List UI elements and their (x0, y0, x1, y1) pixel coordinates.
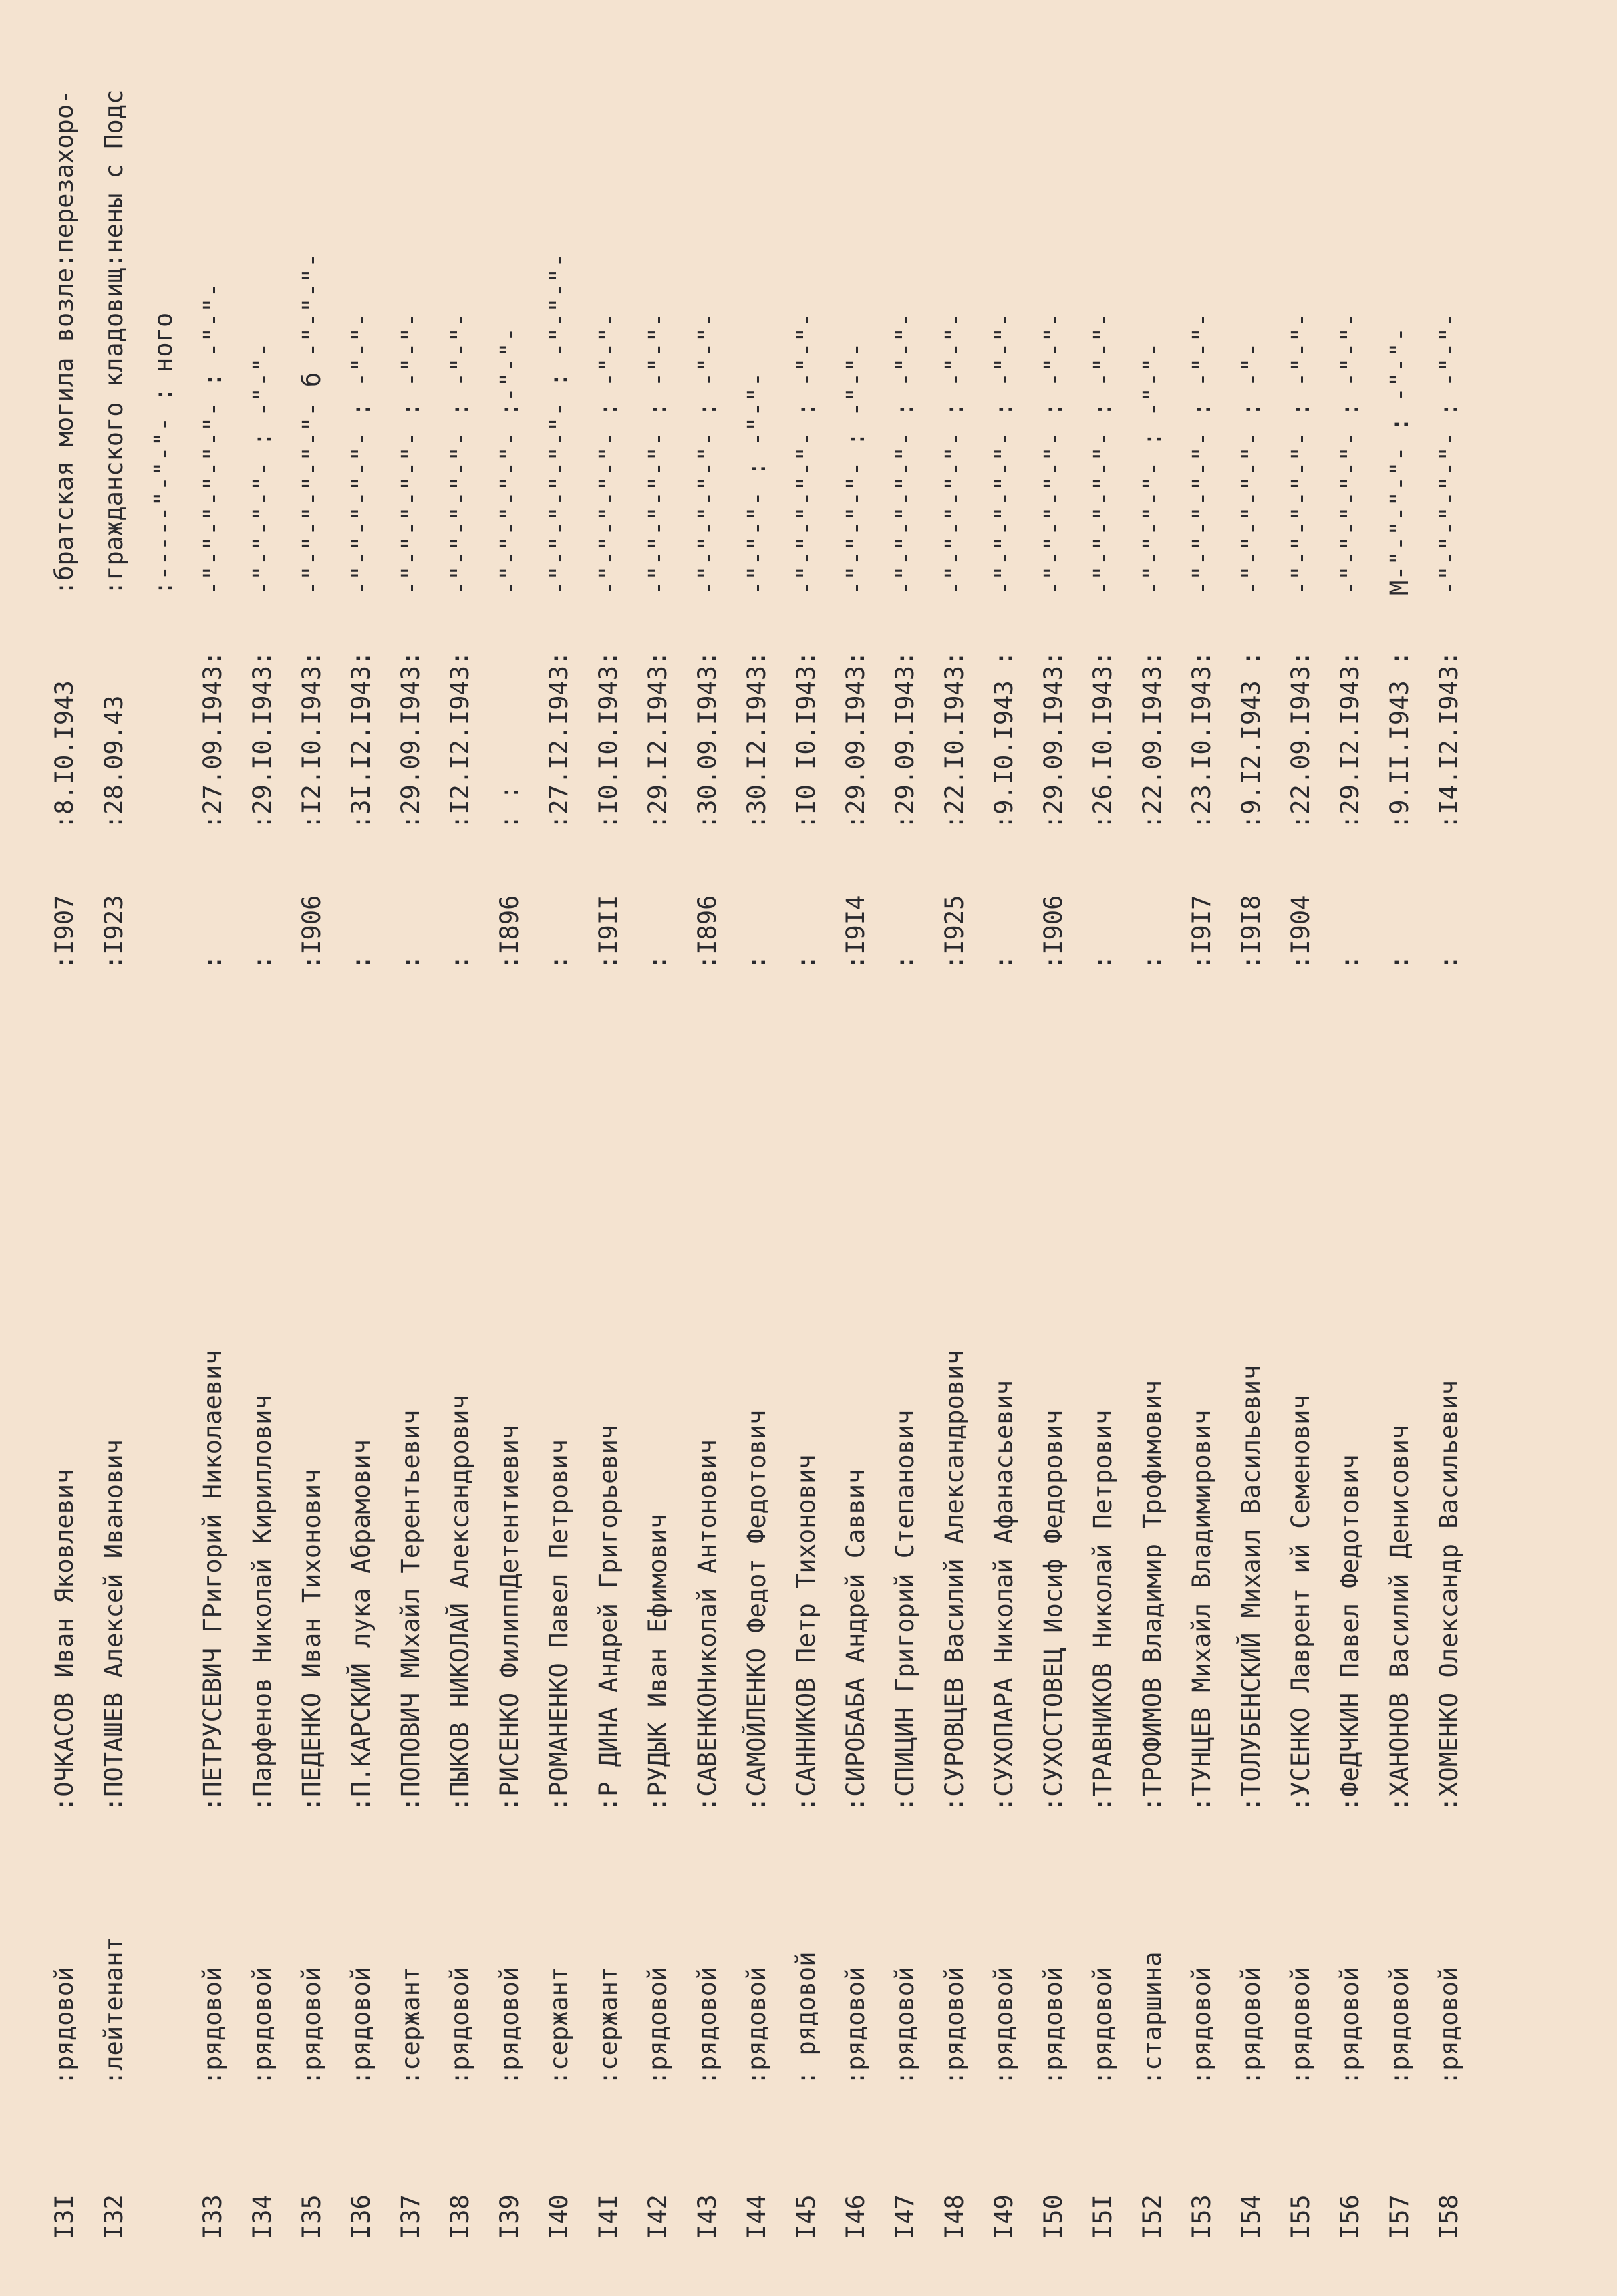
death-date: :9.I2.I943 : (1237, 650, 1266, 829)
burial-list-table (40, 14, 1474, 2239)
soldier-name: :СПИЦИН Григорий Степанович (891, 1409, 919, 1812)
soldier-name: :ТРОФИМОВ Владимир Трофимович (1138, 1379, 1167, 1812)
table-row (287, 14, 337, 2239)
soldier-name: :ТОЛУБЕНСКИЙ Михаил Васильевич (1237, 1365, 1266, 1812)
military-rank: :рядовой (940, 1966, 969, 2086)
death-date: :28.09.43 (100, 695, 128, 829)
table-row (139, 14, 188, 2239)
table-row (238, 14, 287, 2239)
military-rank: :рядовой (198, 1966, 227, 2086)
death-date: :3I.I2.I943: (347, 650, 376, 829)
table-row (436, 14, 485, 2239)
table-row (485, 14, 535, 2239)
military-rank: :рядовой (248, 1966, 277, 2086)
table-row (90, 14, 139, 2239)
birth-year: : (1138, 954, 1167, 970)
death-date: :30.09.I943: (693, 650, 722, 829)
military-rank: :рядовой (1385, 1966, 1414, 2086)
birth-year: :I896 (693, 895, 722, 970)
row-number: I35 (297, 2194, 326, 2239)
military-rank: :рядовой (50, 1966, 79, 2086)
burial-place: -"-"-"-"-"- : -"-"- (1286, 312, 1315, 595)
burial-place: -"-"-"-"-"-"- : -"-"- (198, 283, 227, 595)
soldier-name: :САМОЙЛЕНКО Федот Федотович (742, 1409, 771, 1812)
birth-year: :I906 (1039, 895, 1068, 970)
soldier-name: :САВЕНКОНиколай Антонович (693, 1439, 722, 1812)
death-date: :29.I0.I943: (248, 650, 277, 829)
military-rank: :рядовой (1088, 1966, 1117, 2086)
soldier-name: :РУДЫК Иван Ефимович (643, 1514, 672, 1812)
death-date: :22.09.I943: (1138, 650, 1167, 829)
birth-year: :I9II (594, 895, 623, 970)
birth-year: : (248, 954, 277, 970)
burial-place: -"-"-"-"-"-"- б -"-"-"- (297, 253, 326, 595)
burial-place: -"-"-"-"-"- : -"-"- (396, 312, 425, 595)
table-row (930, 14, 980, 2239)
birth-year: : (643, 954, 672, 970)
birth-year: : (1385, 954, 1414, 970)
birth-year: : (990, 954, 1018, 970)
birth-year: : (545, 954, 573, 970)
soldier-name: :ПЕТРУСЕВИЧ ГРигорий Николаевич (198, 1350, 227, 1812)
table-row (732, 14, 782, 2239)
table-row (1375, 14, 1425, 2239)
row-number: I43 (693, 2194, 722, 2239)
table-row (831, 14, 881, 2239)
table-row (1128, 14, 1177, 2239)
row-number: I37 (396, 2194, 425, 2239)
row-number: I39 (495, 2194, 524, 2239)
death-date: :23.I0.I943: (1187, 650, 1216, 829)
table-row (535, 14, 584, 2239)
row-number: I3I (50, 2194, 79, 2239)
burial-place: -"-"-"-"-"- : -"-"- (594, 312, 623, 595)
row-number: I50 (1039, 2194, 1068, 2239)
row-number: I48 (940, 2194, 969, 2239)
row-number: I42 (643, 2194, 672, 2239)
birth-year: :I9I4 (841, 895, 870, 970)
soldier-name: :СУХОСТОВЕЦ Иосиф Федорович (1039, 1409, 1068, 1812)
birth-year: : (396, 954, 425, 970)
death-date: :26.I0.I943: (1088, 650, 1117, 829)
military-rank: :рядовой (643, 1966, 672, 2086)
death-date: :29.I2.I943: (1336, 650, 1364, 829)
row-number: I33 (198, 2194, 227, 2239)
military-rank: :рядовой (1237, 1966, 1266, 2086)
soldier-name: :ТРАВНИКОВ Николай Петрович (1088, 1409, 1117, 1812)
birth-year: : (1336, 954, 1364, 970)
table-row (337, 14, 386, 2239)
soldier-name: :УСЕНКО Лаврент ий Семенович (1286, 1395, 1315, 1812)
death-date: :I2.I0.I943: (297, 650, 326, 829)
table-row (1177, 14, 1227, 2239)
row-number: I5I (1088, 2194, 1117, 2239)
burial-place: -"-"-"-"-"- : -"-"- (1039, 312, 1068, 595)
military-rank: :рядовой (1187, 1966, 1216, 2086)
birth-year: :I9I8 (1237, 895, 1266, 970)
table-row (1425, 14, 1474, 2239)
table-row (1078, 14, 1128, 2239)
birth-year: :I907 (50, 895, 79, 970)
military-rank: :лейтенант (100, 1936, 128, 2086)
table-row (782, 14, 831, 2239)
death-date: :29.I2.I943: (643, 650, 672, 829)
soldier-name: :П.КАРСКИЙ лука Абрамович (347, 1439, 376, 1812)
soldier-name: :ОЧКАСОВ Иван Яковлевич (50, 1469, 79, 1812)
birth-year: :I896 (495, 895, 524, 970)
burial-place: -"-"-"-"-"- : -"-"- (643, 312, 672, 595)
birth-year: :I923 (100, 895, 128, 970)
military-rank: :сержант (594, 1966, 623, 2086)
death-date: :I2.I2.I943: (446, 650, 474, 829)
burial-place: -"-"-"-"-"-"- : -"-"-"- (545, 253, 573, 595)
soldier-name: :ФеДЧКИН Павел Федотович (1336, 1454, 1364, 1812)
table-row (1326, 14, 1375, 2239)
death-date: :27.I2.I943: (545, 650, 573, 829)
death-date: :9.II.I943 : (1385, 650, 1414, 829)
birth-year: :I925 (940, 895, 969, 970)
birth-year: :I9I7 (1187, 895, 1216, 970)
row-number: I52 (1138, 2194, 1167, 2239)
table-row (584, 14, 633, 2239)
military-rank: :рядовой (446, 1966, 474, 2086)
soldier-name: :САННИКОВ Петр Тихонович (792, 1454, 821, 1812)
birth-year: : (198, 954, 227, 970)
row-number: I47 (891, 2194, 919, 2239)
death-date: :I4.I2.I943: (1435, 650, 1463, 829)
table-row (1276, 14, 1326, 2239)
burial-place: -"-"-"-"-"- : -"-"- (940, 312, 969, 595)
death-date: :29.09.I943: (841, 650, 870, 829)
burial-place: -"-"-"-"-"- : -"-"- (1336, 312, 1364, 595)
row-number: I45 (792, 2194, 821, 2239)
military-rank: :рядовой (1435, 1966, 1463, 2086)
row-number: I58 (1435, 2194, 1463, 2239)
burial-place: -"-"-"- : -"-"- (742, 372, 771, 595)
death-date: :8.I0.I943 (50, 680, 79, 829)
row-number: I53 (1187, 2194, 1216, 2239)
birth-year: : (891, 954, 919, 970)
row-number: I55 (1286, 2194, 1315, 2239)
military-rank: :сержант (396, 1966, 425, 2086)
burial-place: -"-"-"-"-"- :-"-"- (495, 327, 524, 595)
birth-year: :I904 (1286, 895, 1315, 970)
burial-place: :братская могила возле:перезахоро- (50, 89, 79, 595)
military-rank: :рядовой (347, 1966, 376, 2086)
soldier-name: :РОМАНЕНКО Павел Петрович (545, 1439, 573, 1812)
military-rank: :старшина (1138, 1951, 1167, 2086)
table-row (1227, 14, 1276, 2239)
row-number: I56 (1336, 2194, 1364, 2239)
table-row (980, 14, 1029, 2239)
burial-place: -"-"-"-"-"- : -"-"- (1435, 312, 1463, 595)
burial-place: -"-"-"-"- : -"-"- (841, 342, 870, 595)
death-date: :29.09.I943: (891, 650, 919, 829)
soldier-name: :РИСЕНКО ФилиппДетентиевич (495, 1424, 524, 1812)
burial-place: М-"-"-"-"- : -"-"- (1385, 327, 1414, 595)
row-number: I32 (100, 2194, 128, 2239)
soldier-name: :ХОМЕНКО Олександр Васильевич (1435, 1379, 1463, 1812)
birth-year: : (1435, 954, 1463, 970)
table-row (881, 14, 930, 2239)
row-number: I57 (1385, 2194, 1414, 2239)
birth-year: : (446, 954, 474, 970)
row-number: I4I (594, 2194, 623, 2239)
table-row (386, 14, 436, 2239)
military-rank: :рядовой (693, 1966, 722, 2086)
soldier-name: :ПЫКОВ НИКОЛАЙ Александрович (446, 1395, 474, 1812)
soldier-name: :СУХОПАРА Николай Афанасьевич (990, 1379, 1018, 1812)
burial-place: -"-"-"-"-"- : -"-"- (446, 312, 474, 595)
soldier-name: :Р ДИНА Андрей Григорьевич (594, 1424, 623, 1812)
birth-year: : (792, 954, 821, 970)
soldier-name: :Парфенов Николай Кириллович (248, 1395, 277, 1812)
death-date: :22.I0.I943: (940, 650, 969, 829)
soldier-name: :ПОПОВИЧ МИхайл Терентьевич (396, 1409, 425, 1812)
death-date: : : (495, 784, 524, 829)
burial-place: -"-"-"-"-"- : -"-"- (1187, 312, 1216, 595)
soldier-name: :ТУНЦЕВ Михайл Владимирович (1187, 1409, 1216, 1812)
row-number: I40 (545, 2194, 573, 2239)
burial-place: -"-"-"-"-"- : -"-"- (347, 312, 376, 595)
birth-year: :I906 (297, 895, 326, 970)
row-number: I54 (1237, 2194, 1266, 2239)
row-number: I38 (446, 2194, 474, 2239)
military-rank: :рядовой (1286, 1966, 1315, 2086)
death-date: :I0.I0.I943: (594, 650, 623, 829)
birth-year: : (1088, 954, 1117, 970)
death-date: :I0 I0.I943: (792, 650, 821, 829)
death-date: :22.09.I943: (1286, 650, 1315, 829)
table-row (188, 14, 238, 2239)
row-number: I46 (841, 2194, 870, 2239)
soldier-name: :ХАНОНОВ Василий Денисович (1385, 1424, 1414, 1812)
burial-place: -"-"-"-"- : -"-"- (248, 342, 277, 595)
military-rank: :рядовой (990, 1966, 1018, 2086)
military-rank: :рядовой (297, 1966, 326, 2086)
row-number: I44 (742, 2194, 771, 2239)
military-rank: :сержант (545, 1966, 573, 2086)
soldier-name: :СИРОБАБА Андрей Саввич (841, 1469, 870, 1812)
row-number: I36 (347, 2194, 376, 2239)
soldier-name: :ПЕДЕНКО Иван Тихонович (297, 1469, 326, 1812)
military-rank: :рядовой (495, 1966, 524, 2086)
death-date: :27.09.I943: (198, 650, 227, 829)
death-date: :29.09.I943: (1039, 650, 1068, 829)
row-number: I34 (248, 2194, 277, 2239)
birth-year: : (347, 954, 376, 970)
table-row (1029, 14, 1078, 2239)
burial-place: -"-"-"-"-"- : -"-"- (891, 312, 919, 595)
military-rank: : рядовой (792, 1951, 821, 2086)
burial-place: -"-"-"-"-"- : -"-"- (1088, 312, 1117, 595)
death-date: :29.09.I943: (396, 650, 425, 829)
soldier-name: :ПОТАШЕВ Алексей Иванович (100, 1439, 128, 1812)
military-rank: :рядовой (841, 1966, 870, 2086)
military-rank: :рядовой (1039, 1966, 1068, 2086)
military-rank: :рядовой (1336, 1966, 1364, 2086)
death-date: :30.I2.I943: (742, 650, 771, 829)
soldier-name: :СУРОВЦЕВ Василий Александрович (940, 1350, 969, 1812)
table-row (683, 14, 732, 2239)
table-row (40, 14, 90, 2239)
row-number: I49 (990, 2194, 1018, 2239)
table-row (633, 14, 683, 2239)
military-rank: :рядовой (891, 1966, 919, 2086)
burial-place: -"-"-"-"- : -"-"- (1138, 342, 1167, 595)
birth-year: : (742, 954, 771, 970)
burial-place: -"-"-"-"-"- : -"-"- (792, 312, 821, 595)
burial-place: :-----"-"-"- : ного (149, 312, 178, 595)
burial-place: :гражданского кладовищ:нены с Подс (100, 89, 128, 595)
death-date: :9.I0.I943 : (990, 650, 1018, 829)
burial-place: -"-"-"-"-"- : -"-"- (990, 312, 1018, 595)
burial-place: -"-"-"-"-"- : -"- (1237, 342, 1266, 595)
burial-place: -"-"-"-"-"- : -"-"- (693, 312, 722, 595)
military-rank: :рядовой (742, 1966, 771, 2086)
